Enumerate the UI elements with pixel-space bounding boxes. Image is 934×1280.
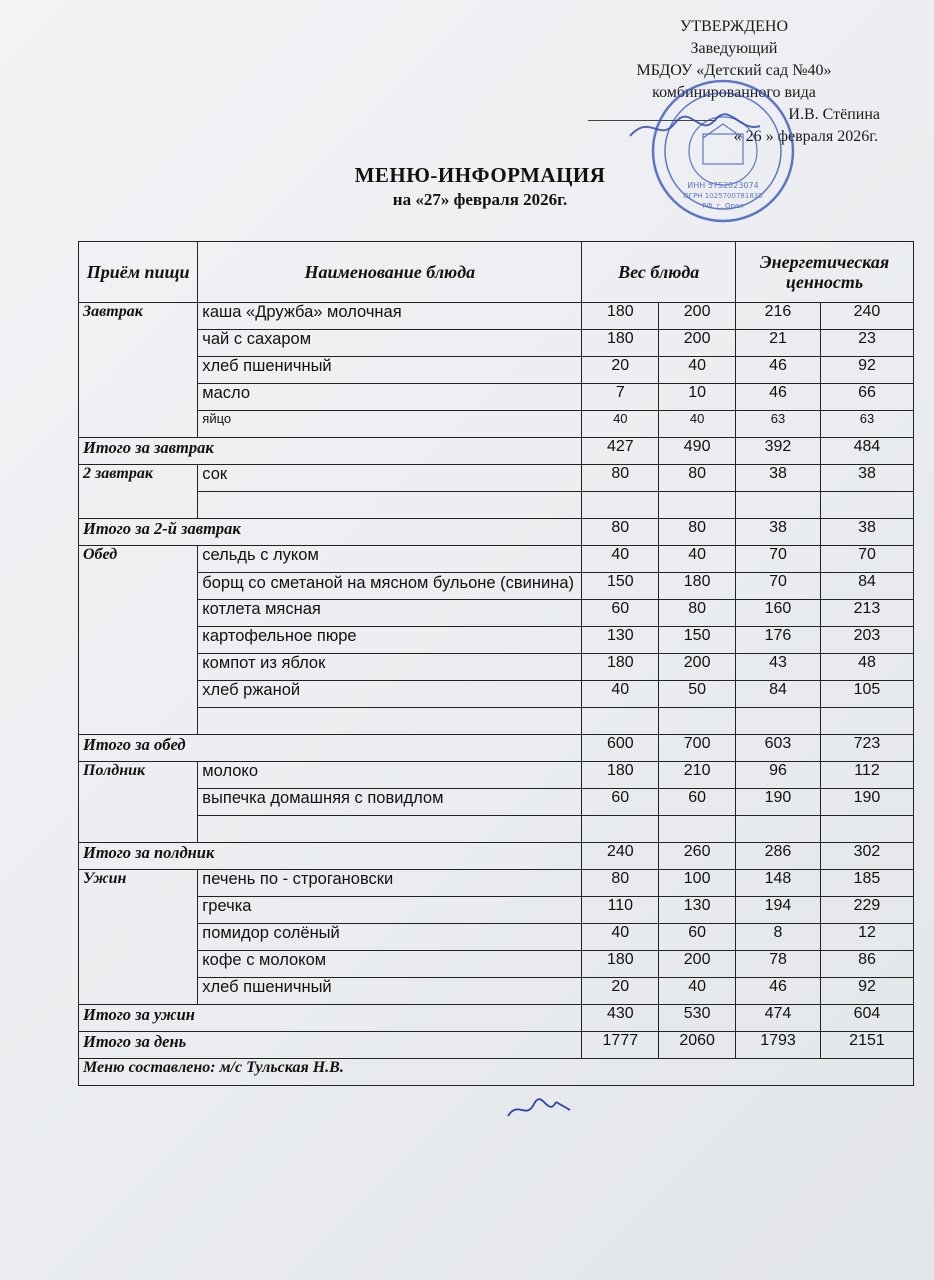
- energy-younger: 8: [736, 924, 821, 951]
- title-block: [250, 163, 710, 210]
- energy-younger: 392: [736, 438, 821, 465]
- table-row: [79, 924, 914, 951]
- weight-younger: 80: [582, 519, 659, 546]
- dish-name: [198, 492, 582, 519]
- energy-younger: [736, 708, 821, 735]
- weight-older: 530: [659, 1005, 736, 1032]
- energy-older: 48: [820, 654, 913, 681]
- weight-younger: 40: [582, 411, 659, 438]
- energy-younger: 474: [736, 1005, 821, 1032]
- table-row: [79, 303, 914, 330]
- energy-younger: 46: [736, 384, 821, 411]
- table-row: [79, 762, 914, 789]
- document-title: МЕНЮ-ИНФОРМАЦИЯ: [354, 163, 606, 187]
- dish-name: гречка: [198, 897, 582, 924]
- weight-younger: 240: [582, 843, 659, 870]
- approval-signer-name: И.В. Стёпина: [788, 106, 880, 123]
- energy-younger: 148: [736, 870, 821, 897]
- table-row: [79, 681, 914, 708]
- energy-younger: 38: [736, 519, 821, 546]
- table-row: [79, 627, 914, 654]
- weight-younger: 130: [582, 627, 659, 654]
- dish-name: сельдь с луком: [198, 546, 582, 573]
- table-row: [79, 654, 914, 681]
- meal-name: 2 завтрак: [79, 465, 198, 519]
- table-row: [79, 951, 914, 978]
- table-row: [79, 357, 914, 384]
- weight-younger: [582, 816, 659, 843]
- footer-row: [79, 1059, 914, 1086]
- total-row: [79, 843, 914, 870]
- dish-name: помидор солёный: [198, 924, 582, 951]
- table-header-row: [79, 242, 914, 303]
- energy-older: 23: [820, 330, 913, 357]
- dish-name: яйцо: [198, 411, 582, 438]
- energy-older: 112: [820, 762, 913, 789]
- weight-older: 60: [659, 924, 736, 951]
- dish-name: борщ со сметаной на мясном бульоне (свинина): [198, 573, 582, 600]
- energy-older: 484: [820, 438, 913, 465]
- dish-name: хлеб ржаной: [198, 681, 582, 708]
- energy-younger: 190: [736, 789, 821, 816]
- energy-younger: 78: [736, 951, 821, 978]
- energy-older: 302: [820, 843, 913, 870]
- meal-name: Ужин: [79, 870, 198, 1005]
- weight-older: 200: [659, 951, 736, 978]
- weight-older: 100: [659, 870, 736, 897]
- energy-younger: 38: [736, 465, 821, 492]
- table-row: [79, 465, 914, 492]
- dish-name: картофельное пюре: [198, 627, 582, 654]
- weight-older: 200: [659, 303, 736, 330]
- weight-older: 200: [659, 654, 736, 681]
- energy-younger: 216: [736, 303, 821, 330]
- energy-younger: [736, 492, 821, 519]
- energy-older: 240: [820, 303, 913, 330]
- weight-older: 80: [659, 519, 736, 546]
- stamp-ogrn: ОГРН 1025700781838: [683, 192, 763, 200]
- table-row: [79, 870, 914, 897]
- total-row: [79, 438, 914, 465]
- dish-name: компот из яблок: [198, 654, 582, 681]
- energy-older: 92: [820, 357, 913, 384]
- menu-table-body: [79, 303, 914, 1059]
- table-row: [79, 411, 914, 438]
- energy-younger: 21: [736, 330, 821, 357]
- energy-younger: 176: [736, 627, 821, 654]
- energy-older: [820, 708, 913, 735]
- header-dish: Наименование блюда: [198, 242, 582, 303]
- energy-older: 105: [820, 681, 913, 708]
- weight-older: [659, 708, 736, 735]
- weight-older: 490: [659, 438, 736, 465]
- weight-older: 40: [659, 357, 736, 384]
- energy-younger: 70: [736, 573, 821, 600]
- menu-table: [78, 241, 914, 1086]
- energy-older: [820, 816, 913, 843]
- header-meal: Приём пищи: [79, 242, 198, 303]
- energy-older: [820, 492, 913, 519]
- weight-younger: 180: [582, 330, 659, 357]
- weight-younger: 110: [582, 897, 659, 924]
- stamp-inn: ИНН 5752023074: [687, 181, 759, 190]
- energy-older: 12: [820, 924, 913, 951]
- energy-younger: 43: [736, 654, 821, 681]
- approval-date: « 26 » февраля 2026г.: [733, 128, 878, 145]
- energy-younger: [736, 816, 821, 843]
- weight-older: 80: [659, 465, 736, 492]
- dish-name: чай с сахаром: [198, 330, 582, 357]
- weight-older: 10: [659, 384, 736, 411]
- weight-younger: 150: [582, 573, 659, 600]
- dish-name: хлеб пшеничный: [198, 978, 582, 1005]
- total-label: Итого за ужин: [79, 1005, 582, 1032]
- approval-organization-type: комбинированного вида: [652, 84, 816, 101]
- weight-younger: [582, 492, 659, 519]
- weight-older: 200: [659, 330, 736, 357]
- table-row: [79, 816, 914, 843]
- energy-older: 38: [820, 465, 913, 492]
- weight-older: 40: [659, 411, 736, 438]
- weight-older: 2060: [659, 1032, 736, 1059]
- table-row: [79, 546, 914, 573]
- meal-name: Завтрак: [79, 303, 198, 438]
- total-row: [79, 519, 914, 546]
- total-label: Итого за полдник: [79, 843, 582, 870]
- total-label: Итого за обед: [79, 735, 582, 762]
- dish-name: выпечка домашняя с повидлом: [198, 789, 582, 816]
- energy-older: 190: [820, 789, 913, 816]
- weight-younger: 60: [582, 600, 659, 627]
- dish-name: [198, 708, 582, 735]
- energy-older: 2151: [820, 1032, 913, 1059]
- energy-older: 185: [820, 870, 913, 897]
- weight-younger: 1777: [582, 1032, 659, 1059]
- weight-older: 40: [659, 546, 736, 573]
- energy-younger: 1793: [736, 1032, 821, 1059]
- meal-name: Полдник: [79, 762, 198, 843]
- table-row: [79, 492, 914, 519]
- weight-older: 260: [659, 843, 736, 870]
- energy-younger: 286: [736, 843, 821, 870]
- weight-older: 210: [659, 762, 736, 789]
- weight-younger: 80: [582, 870, 659, 897]
- dish-name: хлеб пшеничный: [198, 357, 582, 384]
- energy-older: 203: [820, 627, 913, 654]
- approval-position: Заведующий: [690, 40, 778, 57]
- energy-younger: 63: [736, 411, 821, 438]
- weight-younger: 180: [582, 303, 659, 330]
- table-row: [79, 708, 914, 735]
- table-row: [79, 330, 914, 357]
- weight-older: 180: [659, 573, 736, 600]
- energy-younger: 46: [736, 357, 821, 384]
- weight-younger: 60: [582, 789, 659, 816]
- weight-younger: 20: [582, 357, 659, 384]
- energy-older: 604: [820, 1005, 913, 1032]
- weight-younger: 180: [582, 762, 659, 789]
- weight-younger: 180: [582, 951, 659, 978]
- dish-name: печень по - строгановски: [198, 870, 582, 897]
- weight-younger: 600: [582, 735, 659, 762]
- approval-organization: МБДОУ «Детский сад №40»: [636, 62, 832, 79]
- total-label: Итого за завтрак: [79, 438, 582, 465]
- table-row: [79, 789, 914, 816]
- dish-name: масло: [198, 384, 582, 411]
- header-energy: Энергетическая ценность: [736, 242, 914, 303]
- weight-older: 60: [659, 789, 736, 816]
- table-row: [79, 573, 914, 600]
- total-label: Итого за день: [79, 1032, 582, 1059]
- energy-younger: 603: [736, 735, 821, 762]
- energy-older: 66: [820, 384, 913, 411]
- weight-older: 50: [659, 681, 736, 708]
- weight-older: [659, 492, 736, 519]
- dish-name: сок: [198, 465, 582, 492]
- total-label: Итого за 2-й завтрак: [79, 519, 582, 546]
- energy-older: 70: [820, 546, 913, 573]
- energy-younger: 194: [736, 897, 821, 924]
- weight-younger: 40: [582, 924, 659, 951]
- energy-older: 86: [820, 951, 913, 978]
- energy-younger: 160: [736, 600, 821, 627]
- energy-older: 63: [820, 411, 913, 438]
- weight-younger: 7: [582, 384, 659, 411]
- stamp-city: РФ, г. Орел: [702, 202, 744, 210]
- total-row: [79, 1005, 914, 1032]
- weight-older: 80: [659, 600, 736, 627]
- weight-younger: 427: [582, 438, 659, 465]
- weight-younger: 20: [582, 978, 659, 1005]
- dish-name: [198, 816, 582, 843]
- energy-older: 213: [820, 600, 913, 627]
- weight-younger: 80: [582, 465, 659, 492]
- table-row: [79, 600, 914, 627]
- energy-younger: 84: [736, 681, 821, 708]
- total-row: [79, 1032, 914, 1059]
- energy-older: 229: [820, 897, 913, 924]
- weight-younger: 40: [582, 546, 659, 573]
- compiled-by: Меню составлено: м/с Тульская Н.В.: [79, 1059, 914, 1086]
- weight-younger: [582, 708, 659, 735]
- table-row: [79, 897, 914, 924]
- energy-older: 92: [820, 978, 913, 1005]
- total-row: [79, 735, 914, 762]
- dish-name: каша «Дружба» молочная: [198, 303, 582, 330]
- approval-heading: УТВЕРЖДЕНО: [679, 18, 788, 35]
- header-weight: Вес блюда: [582, 242, 736, 303]
- table-row: [79, 978, 914, 1005]
- energy-younger: 46: [736, 978, 821, 1005]
- dish-name: молоко: [198, 762, 582, 789]
- weight-older: 40: [659, 978, 736, 1005]
- weight-younger: 180: [582, 654, 659, 681]
- weight-older: 130: [659, 897, 736, 924]
- dish-name: кофе с молоком: [198, 951, 582, 978]
- energy-older: 84: [820, 573, 913, 600]
- weight-younger: 40: [582, 681, 659, 708]
- energy-younger: 70: [736, 546, 821, 573]
- sign-underline: ________________: [588, 106, 716, 123]
- document-date: на «27» февраля 2026г.: [392, 190, 568, 209]
- weight-older: [659, 816, 736, 843]
- weight-older: 700: [659, 735, 736, 762]
- dish-name: котлета мясная: [198, 600, 582, 627]
- meal-name: Обед: [79, 546, 198, 735]
- weight-younger: 430: [582, 1005, 659, 1032]
- energy-older: 38: [820, 519, 913, 546]
- energy-older: 723: [820, 735, 913, 762]
- table-row: [79, 384, 914, 411]
- nurse-signature: [500, 1090, 580, 1126]
- weight-older: 150: [659, 627, 736, 654]
- energy-younger: 96: [736, 762, 821, 789]
